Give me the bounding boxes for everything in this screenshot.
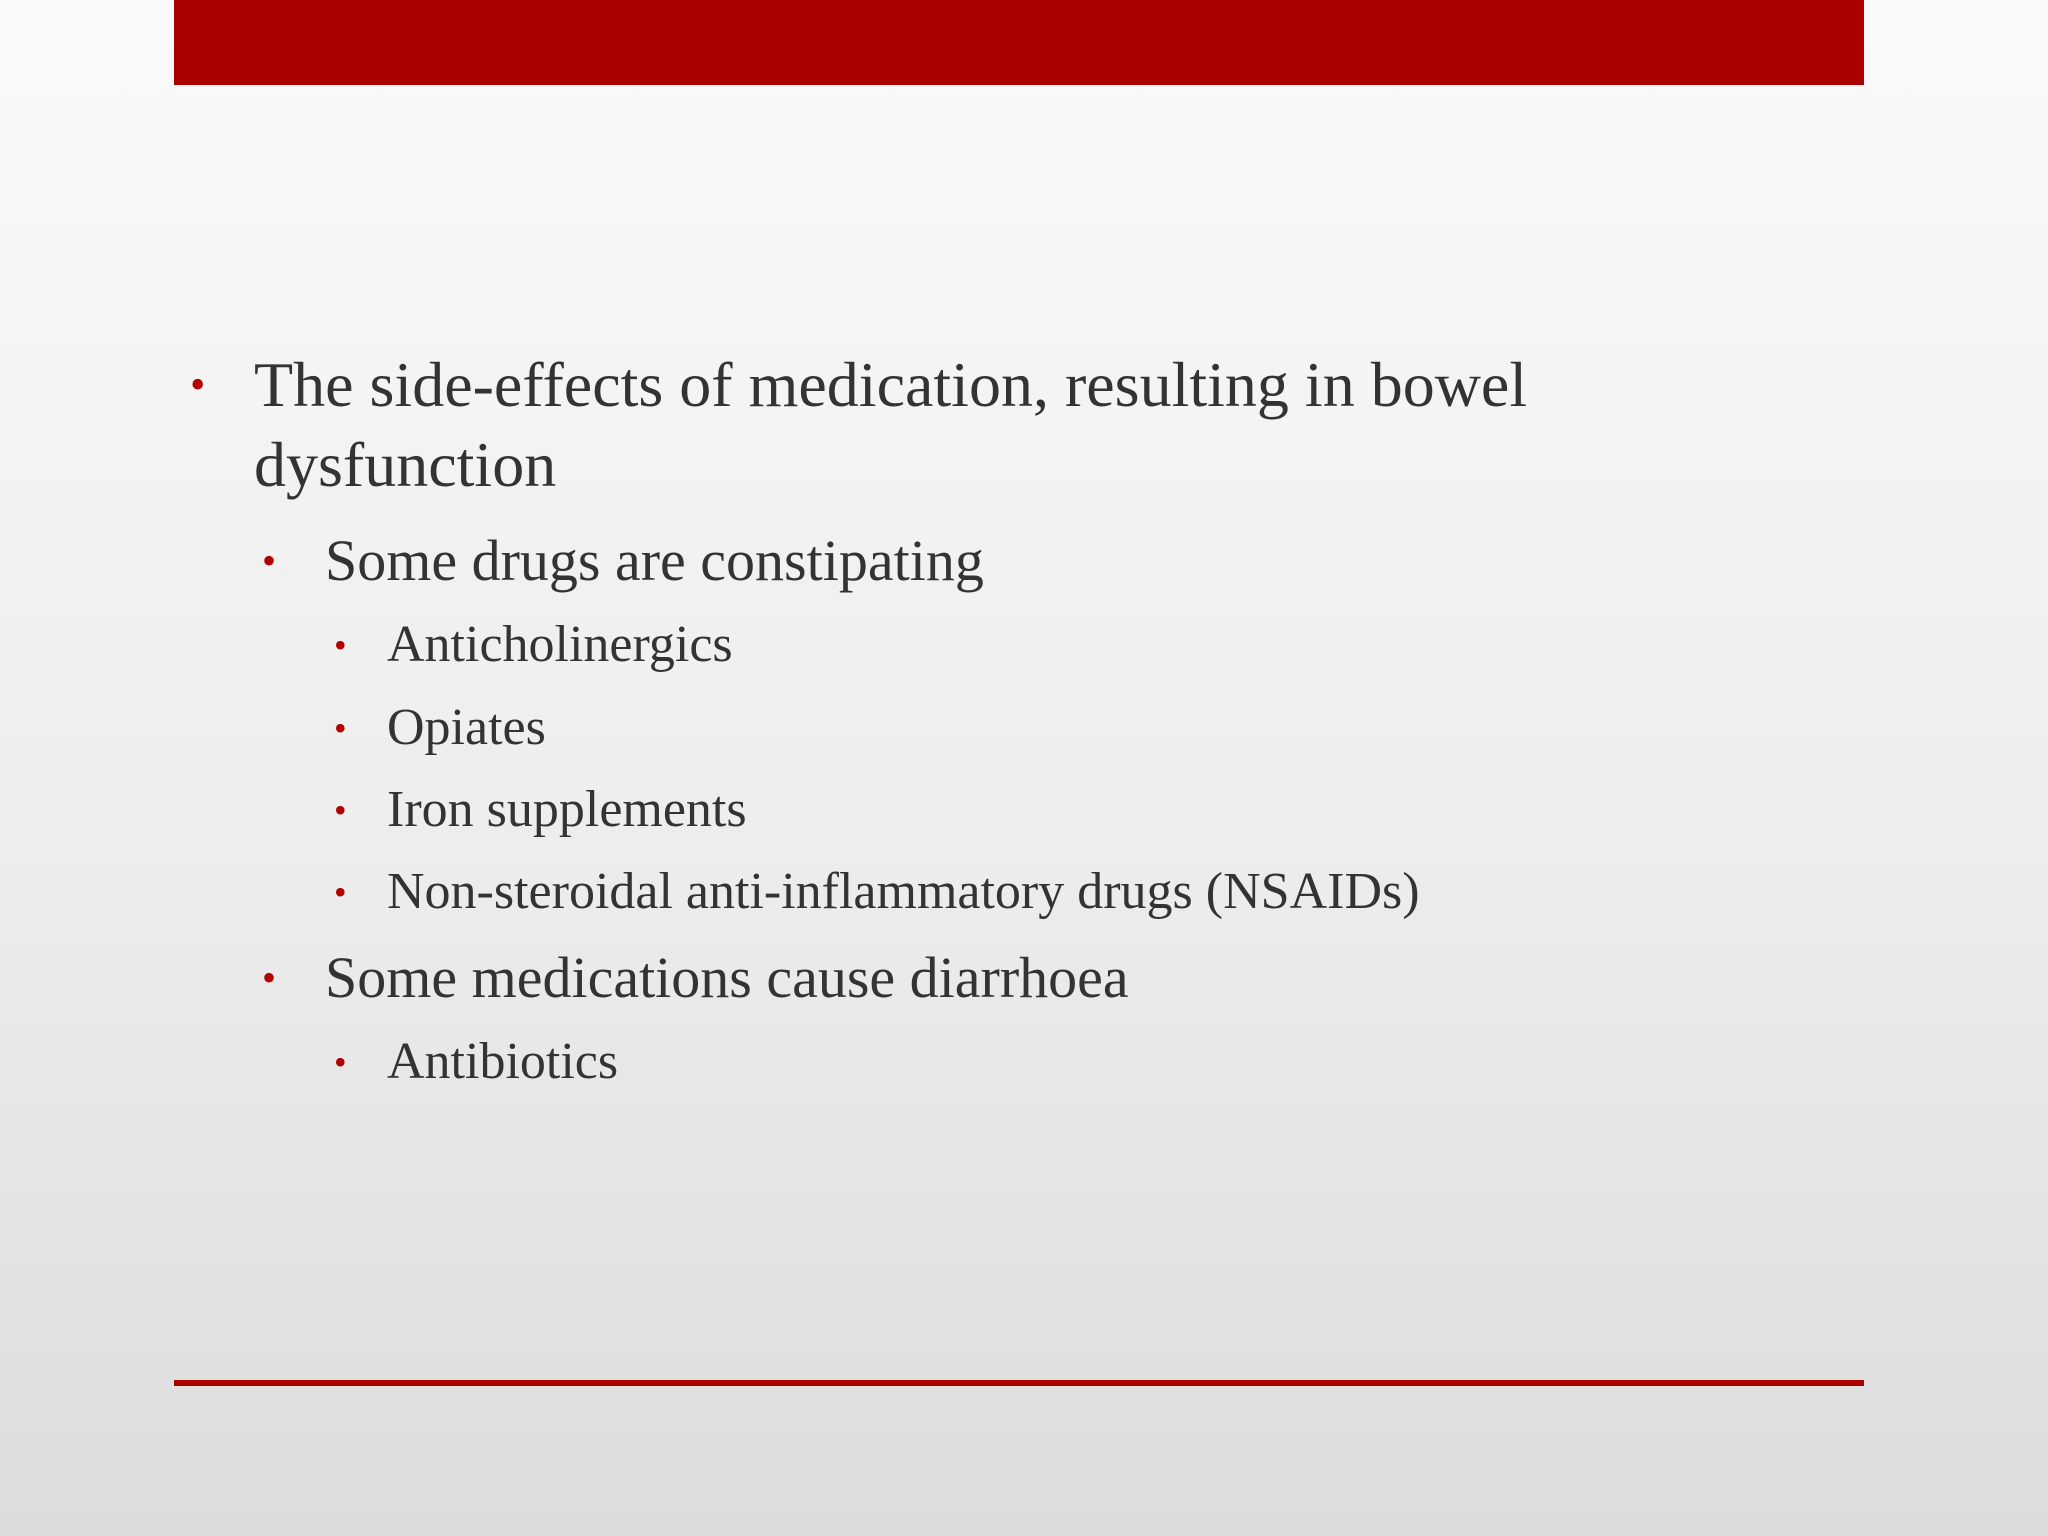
bullet-level3: Non-steroidal anti-inflammatory drugs (NSAIDs) <box>387 863 1420 920</box>
bullet-level3: Opiates <box>387 699 546 756</box>
bullet-level3: Anticholinergics <box>387 616 733 673</box>
bullet-level1-line1: The side-effects of medication, resulting in bowel <box>254 349 1528 420</box>
bullet-marker: • <box>334 708 347 748</box>
bullet-level2: Some medications cause diarrhoea <box>325 945 1129 1010</box>
bullet-marker: • <box>334 1042 347 1082</box>
bullet-level3: Iron supplements <box>387 781 747 838</box>
bullet-level2: Some drugs are constipating <box>325 528 984 593</box>
bullet-marker: • <box>190 360 206 409</box>
bullet-marker: • <box>334 872 347 912</box>
footer-accent-rule <box>174 1380 1864 1386</box>
bullet-level1-line2: dysfunction <box>254 429 557 500</box>
bullet-marker: • <box>262 538 277 583</box>
bullet-marker: • <box>334 790 347 830</box>
bullet-marker: • <box>262 955 277 1000</box>
bullet-level3: Antibiotics <box>387 1033 619 1090</box>
bullet-marker: • <box>334 625 347 665</box>
